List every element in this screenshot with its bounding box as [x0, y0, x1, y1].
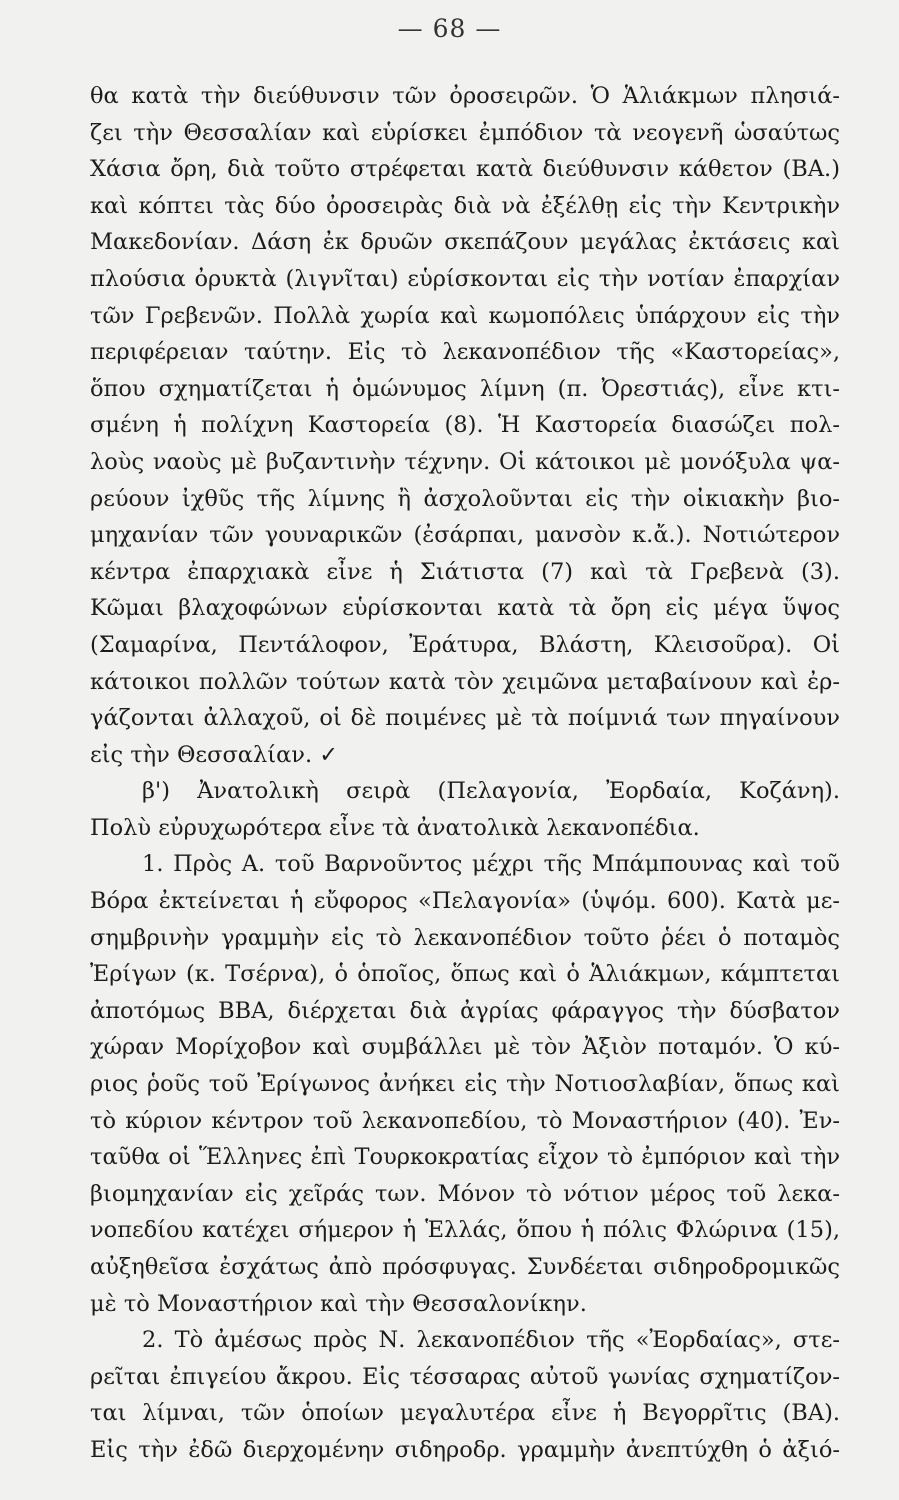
text-line-19: εἰς τὴν Θεσσαλίαν. ✓ — [90, 741, 339, 768]
text-line-31: βιομηχανίαν εἰς χεῖράς των. Μόνον τὸ νότιον μέρος τοῦ λεκα- — [90, 1180, 840, 1207]
text-line-12: ρεύουν ἰχθῦς τῆς λίμνης ἢ ἀσχολοῦνται εἰς τὴν οἰκιακὴν βιο- — [90, 485, 840, 512]
text-line-4: καὶ κόπτει τὰς δύο ὀροσειρὰς διὰ νὰ ἐξέλθῃ εἰς τὴν Κεντρικὴν — [90, 192, 840, 219]
text-line-11: λοὺς ναοὺς μὲ βυζαντινὴν τέχνην. Οἱ κάτοικοι μὲ μονόξυλα ψα- — [90, 448, 840, 475]
text-line-24: σημβρινὴν γραμμὴν εἰς τὸ λεκανοπέδιον τοῦτο ῥέει ὁ ποταμὸς — [90, 924, 840, 951]
text-line-22: 1. Πρὸς Α. τοῦ Βαρνοῦντος μέχρι τῆς Μπάμπουνας καὶ τοῦ — [142, 851, 840, 878]
text-line-28: ριος ῥοῦς τοῦ Ἐρίγωνος ἀνήκει εἰς τὴν Νοτιοσλαβίαν, ὅπως καὶ — [90, 1071, 840, 1098]
text-line-10: σμένη ἡ πολίχνη Καστορεία (8). Ἡ Καστορεία διασώζει πολ- — [90, 412, 840, 439]
page-number: — 68 — — [397, 14, 502, 43]
text-line-16: (Σαμαρίνα, Πεντάλοφον, Ἐράτυρα, Βλάστη, Κλεισοῦρα). Οἱ — [90, 631, 840, 658]
text-line-1: θα κατὰ τὴν διεύθυνσιν τῶν ὀροσειρῶν. Ὁ Ἁλιάκμων πλησιά- — [90, 83, 840, 109]
text-line-27: χώραν Μορίχοβον καὶ συμβάλλει μὲ τὸν Ἀξιὸν ποταμόν. Ὁ κύ- — [90, 1034, 840, 1061]
text-line-15: Κῶμαι βλαχοφώνων εὑρίσκονται κατὰ τὰ ὄρη εἰς μέγα ὕψος — [90, 595, 840, 622]
text-line-38: Εἰς τὴν ἐδῶ διερχομένην σιδηροδρ. γραμμὴν ἀνεπτύχθη ὁ ἀξιό- — [90, 1436, 840, 1463]
text-line-21: Πολὺ εὐρυχωρότερα εἶνε τὰ ἀνατολικὰ λεκανοπέδια. — [90, 814, 700, 841]
text-line-30: ταῦθα οἱ Ἕλληνες ἐπὶ Τουρκοκρατίας εἶχον τὸ ἐμπόριον καὶ τὴν — [90, 1144, 840, 1171]
text-line-6: πλούσια ὀρυκτὰ (λιγνῖται) εὑρίσκονται εἰς τὴν νοτίαν ἐπαρχίαν — [90, 265, 840, 292]
text-line-29: τὸ κύριον κέντρον τοῦ λεκανοπεδίου, τὸ Μοναστήριον (40). Ἐν- — [90, 1107, 840, 1134]
section-heading: β') Ἀνατολικὴ σειρὰ (Πελαγονία, Ἐορδαία, Κοζάνη). — [142, 778, 840, 805]
text-line-5: Μακεδονίαν. Δάση ἐκ δρυῶν σκεπάζουν μεγάλας ἐκτάσεις καὶ — [90, 229, 840, 256]
text-line-8: περιφέρειαν ταύτην. Εἰς τὸ λεκανοπέδιον τῆς «Καστορείας», — [90, 339, 840, 366]
text-line-25: Ἐρίγων (κ. Τσέρνα), ὁ ὁποῖος, ὅπως καὶ ὁ Ἁλιάκμων, κάμπτεται — [90, 961, 840, 988]
text-line-37: ται λίμναι, τῶν ὁποίων μεγαλυτέρα εἶνε ἡ Βεγορρῖτις (ΒΑ). — [90, 1400, 840, 1427]
text-line-13: μηχανίαν τῶν γουναρικῶν (ἐσάρπαι, μανσὸν κ.ἄ.). Νοτιώτερον — [90, 522, 840, 549]
text-line-2: ζει τὴν Θεσσαλίαν καὶ εὑρίσκει ἐμπόδιον τὰ νεογενῆ ὡσαύτως — [90, 119, 840, 146]
text-line-23: Βόρα ἐκτείνεται ἡ εὔφορος «Πελαγονία» (ὑψόμ. 600). Κατὰ με- — [90, 888, 840, 915]
text-line-34: μὲ τὸ Μοναστήριον καὶ τὴν Θεσσαλονίκην. — [90, 1290, 587, 1317]
text-line-35: 2. Τὸ ἀμέσως πρὸς Ν. λεκανοπέδιον τῆς «Ἐορδαίας», στε- — [142, 1327, 840, 1354]
text-line-32: νοπεδίου κατέχει σήμερον ἡ Ἑλλάς, ὅπου ἡ πόλις Φλώρινα (15), — [90, 1217, 840, 1244]
body-text — [90, 78, 840, 1469]
text-line-9: ὅπου σχηματίζεται ἡ ὁμώνυμος λίμνη (π. Ὀρεστιάς), εἶνε κτι- — [90, 375, 840, 402]
text-line-18: γάζονται ἀλλαχοῦ, οἱ δὲ ποιμένες μὲ τὰ ποίμνιά των πηγαίνουν — [90, 705, 840, 732]
text-line-26: ἀποτόμως ΒΒΑ, διέρχεται διὰ ἀγρίας φάραγγος τὴν δύσβατον — [90, 997, 840, 1024]
text-line-3: Χάσια ὄρη, διὰ τοῦτο στρέφεται κατὰ διεύθυνσιν κάθετον (ΒΑ.) — [90, 156, 840, 183]
text-line-36: ρεῖται ἐπιγείου ἄκρου. Εἰς τέσσαρας αὐτοῦ γωνίας σχηματίζον- — [90, 1363, 840, 1390]
text-line-14: κέντρα ἐπαρχιακὰ εἶνε ἡ Σιάτιστα (7) καὶ τὰ Γρεβενὰ (3). — [90, 558, 840, 585]
text-line-17: κάτοικοι πολλῶν τούτων κατὰ τὸν χειμῶνα μεταβαίνουν καὶ ἐρ- — [90, 668, 840, 695]
text-line-7: τῶν Γρεβενῶν. Πολλὰ χωρία καὶ κωμοπόλεις ὑπάρχουν εἰς τὴν — [90, 302, 840, 329]
text-line-33: αὐξηθεῖσα ἐσχάτως ἀπὸ πρόσφυγας. Συνδέεται σιδηροδρομικῶς — [90, 1254, 840, 1280]
